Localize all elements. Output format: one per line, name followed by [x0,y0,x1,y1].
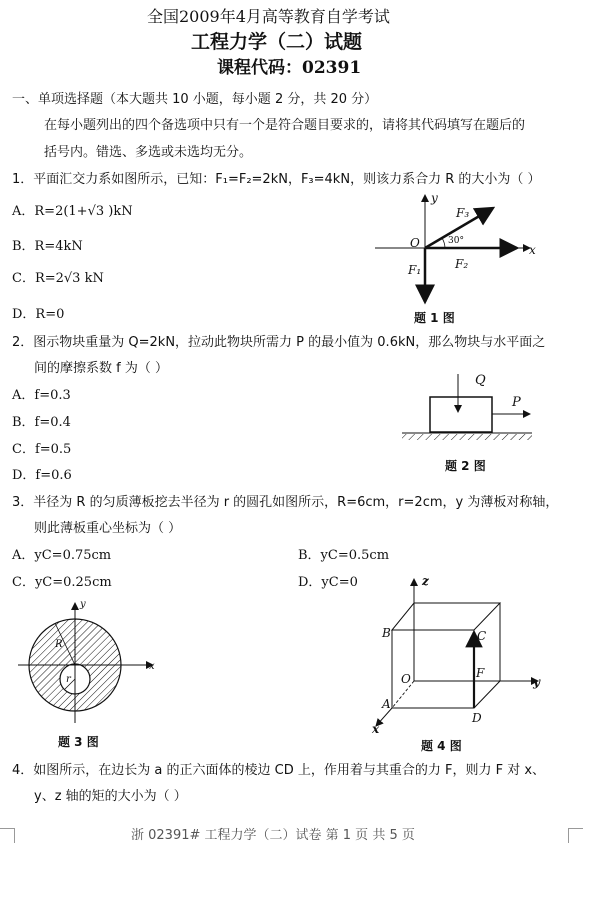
fig4-z-label: z [422,574,429,588]
fig4-point-d: D [472,711,482,725]
q2-option-c: C．f=0.5 [12,442,72,457]
figure-4 [370,575,550,740]
q2-option-b: B．f=0.4 [12,415,71,430]
fig1-angle-label: 30° [448,236,464,246]
fig1-f1-label: F₁ [408,263,422,277]
q3-option-b: B．yC=0.5cm [298,548,390,563]
fig1-x-label: x [529,243,536,257]
instruction-line-2: 括号内。错选、多选或未选均无分。 [44,145,253,160]
fig2-q-label: Q [475,373,486,388]
subject-title: 工程力学（二）试题 [191,31,363,53]
page-corner-mark [0,828,15,843]
q2-option-d: D．f=0.6 [12,468,72,483]
q4-stem-2: y、z 轴的矩的大小为（ ） [34,789,187,804]
q2-stem-1: 2．图示物块重量为 Q=2kN，拉动此物块所需力 P 的最小值为 0.6kN，那么物块与水平面之 [12,335,546,350]
fig1-origin-label: O [410,236,420,250]
q3-option-a: A．yC=0.75cm [12,548,112,563]
course-code: 课程代码：02391 [217,58,362,78]
q1-option-a: A．R=2(1+√3 )kN [12,204,133,219]
figure-3 [15,595,160,735]
fig1-y-label: y [431,191,438,205]
fig3-R-label: R [55,639,63,650]
q1-option-d: D．R=0 [12,307,65,322]
fig2-p-label: P [512,395,521,410]
q2-option-a: A．f=0.3 [12,388,71,403]
section-heading: 一、单项选择题（本大题共 10 小题，每小题 2 分，共 20 分） [12,92,378,107]
fig4-caption: 题 4 图 [421,739,462,753]
fig4-force-label: F [476,666,485,680]
q1-option-b: B．R=4kN [12,239,83,254]
fig3-y-label: y [80,599,86,610]
q3-option-d: D．yC=0 [298,575,358,590]
fig4-origin-label: O [401,672,411,686]
page-corner-mark [568,828,583,843]
instruction-line-1: 在每小题列出的四个备选项中只有一个是符合题目要求的，请将其代码填写在题后的 [44,118,526,133]
q2-stem-2: 间的摩擦系数 f 为（ ） [34,361,168,376]
exam-title: 全国2009年4月高等教育自学考试 [147,7,390,26]
fig1-f3-label: F₃ [456,206,470,220]
fig4-point-c: C [477,629,487,643]
fig4-y-label: y [533,675,540,689]
fig3-r-label: r [66,674,71,685]
page-footer: 浙 02391# 工程力学（二）试卷 第 1 页 共 5 页 [131,828,415,843]
fig2-caption: 题 2 图 [445,459,486,473]
q3-stem-2: 则此薄板重心坐标为（ ） [34,521,182,536]
fig3-x-label: x [149,661,155,672]
fig1-caption: 题 1 图 [414,311,455,325]
q3-stem-1: 3．半径为 R 的匀质薄板挖去半径为 r 的圆孔如图所示，R=6cm，r=2cm，y 为薄板对称轴， [12,495,559,510]
fig1-f2-label: F₂ [455,257,469,271]
q1-stem: 1．平面汇交力系如图所示，已知：F₁=F₂=2kN，F₃=4kN，则该力系合力 R 的大小为（ ） [12,172,541,187]
fig4-x-label: x [372,722,380,736]
q4-stem-1: 4．如图所示，在边长为 a 的正六面体的棱边 CD 上，作用着与其重合的力 F，则力 F 对 x、 [12,763,546,778]
fig4-point-a: A [382,697,391,711]
fig3-caption: 题 3 图 [58,735,99,749]
q3-option-c: C．yC=0.25cm [12,575,112,590]
fig4-point-b: B [382,626,391,640]
q1-option-c: C．R=2√3 kN [12,271,104,286]
